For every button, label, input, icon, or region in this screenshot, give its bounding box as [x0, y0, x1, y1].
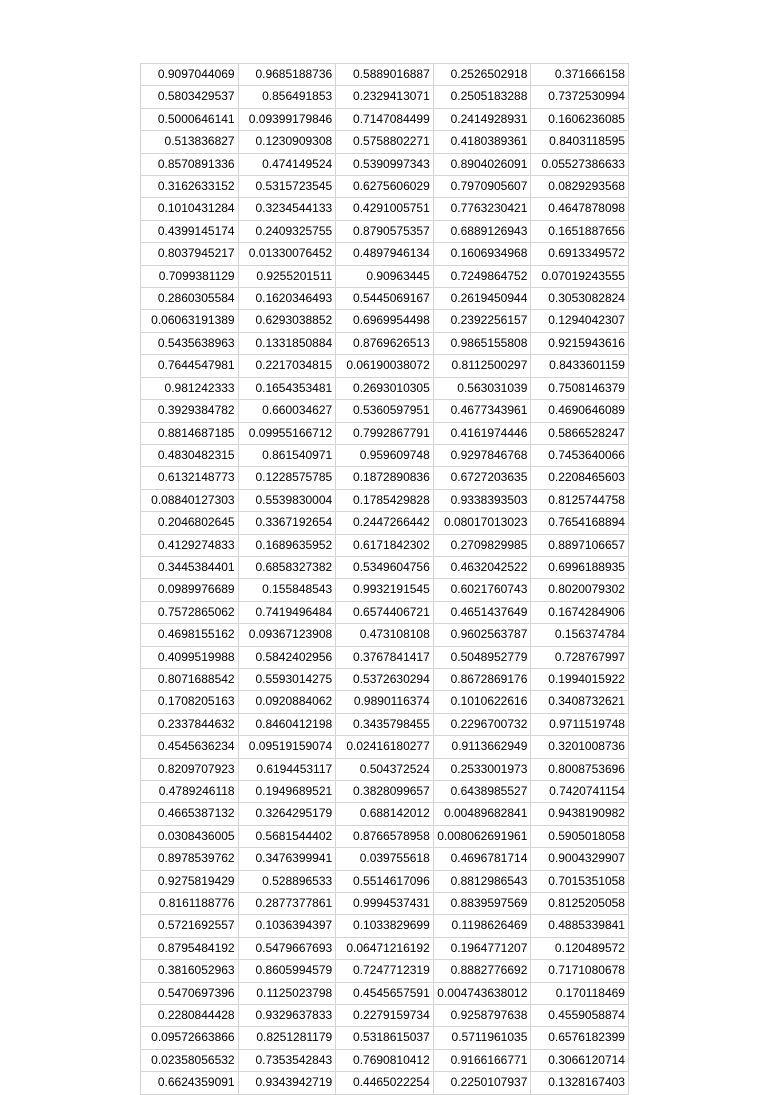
- table-row: [141, 489, 629, 511]
- table-cell[interactable]: 0.513836827: [141, 131, 239, 153]
- table-row: [141, 601, 629, 623]
- table-row: [141, 646, 629, 668]
- table-row: [141, 444, 629, 466]
- table-cell[interactable]: 0.5866528247: [531, 422, 629, 444]
- table-cell[interactable]: 0.1010431284: [141, 198, 239, 220]
- table-row: [141, 803, 629, 825]
- table-row: [141, 332, 629, 354]
- table-cell[interactable]: 0.7171080678: [531, 960, 629, 982]
- table-cell[interactable]: 0.9338393503: [433, 489, 531, 511]
- table-cell[interactable]: 0.5445069167: [336, 288, 434, 310]
- table-row: [141, 265, 629, 287]
- table-cell[interactable]: 0.6969954498: [336, 310, 434, 332]
- table-cell[interactable]: 0.5539830004: [238, 489, 336, 511]
- table-cell[interactable]: 0.7015351058: [531, 870, 629, 892]
- table-cell[interactable]: 0.5349604756: [336, 556, 434, 578]
- table-row: [141, 713, 629, 735]
- table-cell[interactable]: 0.2619450944: [433, 288, 531, 310]
- table-cell[interactable]: 0.8769626513: [336, 332, 434, 354]
- table-row: [141, 288, 629, 310]
- table-cell[interactable]: 0.2250107937: [433, 1072, 531, 1094]
- data-table-body: [141, 64, 629, 1095]
- table-cell[interactable]: 0.9438190982: [531, 803, 629, 825]
- table-row: [141, 422, 629, 444]
- table-cell[interactable]: 0.4830482315: [141, 444, 239, 466]
- table-row: [141, 982, 629, 1004]
- table-cell[interactable]: 0.8882776692: [433, 960, 531, 982]
- table-cell[interactable]: 0.1036394397: [238, 915, 336, 937]
- table-cell[interactable]: 0.371666158: [531, 64, 629, 86]
- table-cell[interactable]: 0.5000646141: [141, 108, 239, 130]
- table-cell[interactable]: 0.5711961035: [433, 1027, 531, 1049]
- table-cell[interactable]: 0.5758802271: [336, 131, 434, 153]
- table-cell[interactable]: 0.1708205163: [141, 691, 239, 713]
- table-cell[interactable]: 0.3053082824: [531, 288, 629, 310]
- data-table: [140, 63, 629, 1095]
- table-cell[interactable]: 0.4698155162: [141, 624, 239, 646]
- table-cell[interactable]: 0.3201008736: [531, 736, 629, 758]
- table-row: [141, 937, 629, 959]
- table-cell[interactable]: 0.2709829985: [433, 534, 531, 556]
- table-cell[interactable]: 0.3264295179: [238, 803, 336, 825]
- table-cell[interactable]: 0.6021760743: [433, 579, 531, 601]
- table-cell[interactable]: 0.1328167403: [531, 1072, 629, 1094]
- table-cell[interactable]: 0.170118469: [531, 982, 629, 1004]
- table-row: [141, 915, 629, 937]
- table-cell[interactable]: 0.3234544133: [238, 198, 336, 220]
- table-cell[interactable]: 0.8814687185: [141, 422, 239, 444]
- table-row: [141, 579, 629, 601]
- table-cell[interactable]: 0.9865155808: [433, 332, 531, 354]
- table-cell[interactable]: 0.06063191389: [141, 310, 239, 332]
- table-cell[interactable]: 0.1228575785: [238, 467, 336, 489]
- table-cell[interactable]: 0.8071688542: [141, 668, 239, 690]
- table-cell[interactable]: 0.5048952779: [433, 646, 531, 668]
- table-cell[interactable]: 0.2392256157: [433, 310, 531, 332]
- table-cell[interactable]: 0.1033829699: [336, 915, 434, 937]
- table-cell[interactable]: 0.2447266442: [336, 512, 434, 534]
- table-cell[interactable]: 0.4885339841: [531, 915, 629, 937]
- table-cell[interactable]: 0.5390997343: [336, 153, 434, 175]
- table-cell[interactable]: 0.6858327382: [238, 556, 336, 578]
- table-cell[interactable]: 0.6194453117: [238, 758, 336, 780]
- table-cell[interactable]: 0.4789246118: [141, 781, 239, 803]
- table-cell[interactable]: 0.504372524: [336, 758, 434, 780]
- table-cell[interactable]: 0.1994015922: [531, 668, 629, 690]
- table-cell[interactable]: 0.1689635952: [238, 534, 336, 556]
- table-cell[interactable]: 0.7970905607: [433, 176, 531, 198]
- table-cell[interactable]: 0.8570891336: [141, 153, 239, 175]
- table-cell[interactable]: 0.8460412198: [238, 713, 336, 735]
- table-cell[interactable]: 0.5435638963: [141, 332, 239, 354]
- table-cell[interactable]: 0.2046802645: [141, 512, 239, 534]
- table-cell[interactable]: 0.8161188776: [141, 893, 239, 915]
- table-cell[interactable]: 0.0308436005: [141, 825, 239, 847]
- table-row: [141, 467, 629, 489]
- table-row: [141, 758, 629, 780]
- table-cell[interactable]: 0.2505183288: [433, 86, 531, 108]
- table-cell[interactable]: 0.6132148773: [141, 467, 239, 489]
- table-cell[interactable]: 0.7690810412: [336, 1049, 434, 1071]
- table-cell[interactable]: 0.4559058874: [531, 1005, 629, 1027]
- table-cell[interactable]: 0.8125744758: [531, 489, 629, 511]
- table-cell[interactable]: 0.5889016887: [336, 64, 434, 86]
- table-cell[interactable]: 0.7249864752: [433, 265, 531, 287]
- table-cell[interactable]: 0.9113662949: [433, 736, 531, 758]
- table-cell[interactable]: 0.5905018058: [531, 825, 629, 847]
- table-cell[interactable]: 0.4399145174: [141, 220, 239, 242]
- table-cell[interactable]: 0.5803429537: [141, 86, 239, 108]
- table-cell[interactable]: 0.5681544402: [238, 825, 336, 847]
- table-row: [141, 624, 629, 646]
- table-cell[interactable]: 0.06471216192: [336, 937, 434, 959]
- table-cell[interactable]: 0.8766578958: [336, 825, 434, 847]
- table-cell[interactable]: 0.2877377861: [238, 893, 336, 915]
- table-cell[interactable]: 0.9329637833: [238, 1005, 336, 1027]
- table-cell[interactable]: 0.09519159074: [238, 736, 336, 758]
- table-cell[interactable]: 0.6275606029: [336, 176, 434, 198]
- table-row: [141, 1049, 629, 1071]
- table-cell[interactable]: 0.6913349572: [531, 243, 629, 265]
- table-cell[interactable]: 0.4180389361: [433, 131, 531, 153]
- table-cell[interactable]: 0.1230909308: [238, 131, 336, 153]
- table-cell[interactable]: 0.9685188736: [238, 64, 336, 86]
- table-cell[interactable]: 0.0920884062: [238, 691, 336, 713]
- table-cell[interactable]: 0.02358056532: [141, 1049, 239, 1071]
- table-cell[interactable]: 0.3929384782: [141, 400, 239, 422]
- table-cell[interactable]: 0.3445384401: [141, 556, 239, 578]
- table-cell[interactable]: 0.1949689521: [238, 781, 336, 803]
- table-cell[interactable]: 0.1294042307: [531, 310, 629, 332]
- table-cell[interactable]: 0.1785429828: [336, 489, 434, 511]
- table-cell[interactable]: 0.7353542843: [238, 1049, 336, 1071]
- table-row: [141, 243, 629, 265]
- table-cell[interactable]: 0.9255201511: [238, 265, 336, 287]
- table-cell[interactable]: 0.9258797638: [433, 1005, 531, 1027]
- table-cell[interactable]: 0.7247712319: [336, 960, 434, 982]
- table-cell[interactable]: 0.2279159734: [336, 1005, 434, 1027]
- table-cell[interactable]: 0.4632042522: [433, 556, 531, 578]
- table-cell[interactable]: 0.09572663866: [141, 1027, 239, 1049]
- table-cell[interactable]: 0.8251281179: [238, 1027, 336, 1049]
- table-cell[interactable]: 0.6889126943: [433, 220, 531, 242]
- table-cell[interactable]: 0.8672869176: [433, 668, 531, 690]
- table-cell[interactable]: 0.6438985527: [433, 781, 531, 803]
- table-cell[interactable]: 0.7992867791: [336, 422, 434, 444]
- table-cell[interactable]: 0.8008753696: [531, 758, 629, 780]
- table-cell[interactable]: 0.3162633152: [141, 176, 239, 198]
- table-cell[interactable]: 0.01330076452: [238, 243, 336, 265]
- table-cell[interactable]: 0.981242333: [141, 377, 239, 399]
- table-cell[interactable]: 0.3435798455: [336, 713, 434, 735]
- table-cell[interactable]: 0.4665387132: [141, 803, 239, 825]
- table-row: [141, 848, 629, 870]
- table-cell[interactable]: 0.4651437649: [433, 601, 531, 623]
- table-cell[interactable]: 0.4545657591: [336, 982, 434, 1004]
- table-cell[interactable]: 0.1674284906: [531, 601, 629, 623]
- table-row: [141, 691, 629, 713]
- table-cell[interactable]: 0.5479667693: [238, 937, 336, 959]
- table-row: [141, 108, 629, 130]
- table-cell[interactable]: 0.1872890836: [336, 467, 434, 489]
- table-cell[interactable]: 0.008062691961: [433, 825, 531, 847]
- table-cell[interactable]: 0.8020079302: [531, 579, 629, 601]
- table-cell[interactable]: 0.09955166712: [238, 422, 336, 444]
- table-cell[interactable]: 0.2526502918: [433, 64, 531, 86]
- table-cell[interactable]: 0.9004329907: [531, 848, 629, 870]
- table-cell[interactable]: 0.8209707923: [141, 758, 239, 780]
- table-cell[interactable]: 0.7372530994: [531, 86, 629, 108]
- table-cell[interactable]: 0.1331850884: [238, 332, 336, 354]
- table-cell[interactable]: 0.5593014275: [238, 668, 336, 690]
- table-cell[interactable]: 0.156374784: [531, 624, 629, 646]
- table-cell[interactable]: 0.7572865062: [141, 601, 239, 623]
- table-cell[interactable]: 0.9166166771: [433, 1049, 531, 1071]
- table-cell[interactable]: 0.6574406721: [336, 601, 434, 623]
- table-cell[interactable]: 0.5721692557: [141, 915, 239, 937]
- table-cell[interactable]: 0.3408732621: [531, 691, 629, 713]
- table-cell[interactable]: 0.9890116374: [336, 691, 434, 713]
- table-cell[interactable]: 0.4897946134: [336, 243, 434, 265]
- table-cell[interactable]: 0.8839597569: [433, 893, 531, 915]
- table-cell[interactable]: 0.8125205058: [531, 893, 629, 915]
- table-cell[interactable]: 0.5514617096: [336, 870, 434, 892]
- table-cell[interactable]: 0.0829293568: [531, 176, 629, 198]
- table-cell[interactable]: 0.5470697396: [141, 982, 239, 1004]
- table-cell[interactable]: 0.4129274833: [141, 534, 239, 556]
- table-cell[interactable]: 0.2693010305: [336, 377, 434, 399]
- table-cell[interactable]: 0.05527386633: [531, 153, 629, 175]
- table-cell[interactable]: 0.1125023798: [238, 982, 336, 1004]
- table-cell[interactable]: 0.4099519988: [141, 646, 239, 668]
- table-cell[interactable]: 0.6996188935: [531, 556, 629, 578]
- table-row: [141, 870, 629, 892]
- table-row: [141, 1027, 629, 1049]
- table-row: [141, 400, 629, 422]
- table-cell[interactable]: 0.0989976689: [141, 579, 239, 601]
- table-cell[interactable]: 0.528896533: [238, 870, 336, 892]
- table-cell[interactable]: 0.4647878098: [531, 198, 629, 220]
- table-cell[interactable]: 0.959609748: [336, 444, 434, 466]
- table-cell[interactable]: 0.6727203635: [433, 467, 531, 489]
- table-cell[interactable]: 0.8795484192: [141, 937, 239, 959]
- table-cell[interactable]: 0.8112500297: [433, 355, 531, 377]
- table-cell[interactable]: 0.9994537431: [336, 893, 434, 915]
- table-cell[interactable]: 0.473108108: [336, 624, 434, 646]
- table-cell[interactable]: 0.563031039: [433, 377, 531, 399]
- table-cell[interactable]: 0.3828099657: [336, 781, 434, 803]
- table-row: [141, 220, 629, 242]
- table-row: [141, 893, 629, 915]
- table-cell[interactable]: 0.8897106657: [531, 534, 629, 556]
- table-row: [141, 355, 629, 377]
- table-cell[interactable]: 0.2337844632: [141, 713, 239, 735]
- table-cell[interactable]: 0.00489682841: [433, 803, 531, 825]
- table-row: [141, 176, 629, 198]
- table-cell[interactable]: 0.4161974446: [433, 422, 531, 444]
- table-cell[interactable]: 0.8037945217: [141, 243, 239, 265]
- table-cell[interactable]: 0.06190038072: [336, 355, 434, 377]
- table-row: [141, 198, 629, 220]
- table-row: [141, 153, 629, 175]
- table-row: [141, 781, 629, 803]
- table-cell[interactable]: 0.9932191545: [336, 579, 434, 601]
- table-cell[interactable]: 0.4545636234: [141, 736, 239, 758]
- table-row: [141, 1072, 629, 1094]
- table-row: [141, 960, 629, 982]
- table-cell[interactable]: 0.3767841417: [336, 646, 434, 668]
- table-row: [141, 668, 629, 690]
- table-cell[interactable]: 0.7453640066: [531, 444, 629, 466]
- table-cell[interactable]: 0.7763230421: [433, 198, 531, 220]
- table-cell[interactable]: 0.3066120714: [531, 1049, 629, 1071]
- table-cell[interactable]: 0.8812986543: [433, 870, 531, 892]
- table-cell[interactable]: 0.7644547981: [141, 355, 239, 377]
- table-cell[interactable]: 0.2296700732: [433, 713, 531, 735]
- table-row: [141, 825, 629, 847]
- table-cell[interactable]: 0.9097044069: [141, 64, 239, 86]
- table-cell[interactable]: 0.4696781714: [433, 848, 531, 870]
- table-cell[interactable]: 0.9602563787: [433, 624, 531, 646]
- table-cell[interactable]: 0.90963445: [336, 265, 434, 287]
- table-cell[interactable]: 0.6624359091: [141, 1072, 239, 1094]
- table-cell[interactable]: 0.1198626469: [433, 915, 531, 937]
- table-cell[interactable]: 0.8904026091: [433, 153, 531, 175]
- table-cell[interactable]: 0.856491853: [238, 86, 336, 108]
- table-cell[interactable]: 0.7099381129: [141, 265, 239, 287]
- table-row: [141, 377, 629, 399]
- table-row: [141, 131, 629, 153]
- table-cell[interactable]: 0.5372630294: [336, 668, 434, 690]
- table-cell[interactable]: 0.2414928931: [433, 108, 531, 130]
- table-cell[interactable]: 0.2409325755: [238, 220, 336, 242]
- table-cell[interactable]: 0.1010622616: [433, 691, 531, 713]
- table-cell[interactable]: 0.7654168894: [531, 512, 629, 534]
- table-cell[interactable]: 0.3476399941: [238, 848, 336, 870]
- table-cell[interactable]: 0.1606934968: [433, 243, 531, 265]
- table-cell[interactable]: 0.660034627: [238, 400, 336, 422]
- table-cell[interactable]: 0.8403118595: [531, 131, 629, 153]
- table-cell[interactable]: 0.1651887656: [531, 220, 629, 242]
- table-cell[interactable]: 0.08017013023: [433, 512, 531, 534]
- table-cell[interactable]: 0.7419496484: [238, 601, 336, 623]
- table-cell[interactable]: 0.9297846768: [433, 444, 531, 466]
- table-row: [141, 556, 629, 578]
- table-row: [141, 512, 629, 534]
- table-cell[interactable]: 0.9343942719: [238, 1072, 336, 1094]
- table-cell[interactable]: 0.2280844428: [141, 1005, 239, 1027]
- table-cell[interactable]: 0.1654353481: [238, 377, 336, 399]
- table-cell[interactable]: 0.474149524: [238, 153, 336, 175]
- table-cell[interactable]: 0.7147084499: [336, 108, 434, 130]
- table-cell[interactable]: 0.5318615037: [336, 1027, 434, 1049]
- table-cell[interactable]: 0.5315723545: [238, 176, 336, 198]
- table-cell[interactable]: 0.07019243555: [531, 265, 629, 287]
- table-cell[interactable]: 0.7508146379: [531, 377, 629, 399]
- table-cell[interactable]: 0.4291005751: [336, 198, 434, 220]
- table-cell[interactable]: 0.004743638012: [433, 982, 531, 1004]
- table-cell[interactable]: 0.09399179846: [238, 108, 336, 130]
- table-cell[interactable]: 0.4677343961: [433, 400, 531, 422]
- table-cell[interactable]: 0.3367192654: [238, 512, 336, 534]
- table-cell[interactable]: 0.6576182399: [531, 1027, 629, 1049]
- table-cell[interactable]: 0.2217034815: [238, 355, 336, 377]
- table-cell[interactable]: 0.155848543: [238, 579, 336, 601]
- table-cell[interactable]: 0.039755618: [336, 848, 434, 870]
- table-cell[interactable]: 0.1606236085: [531, 108, 629, 130]
- table-cell[interactable]: 0.5842402956: [238, 646, 336, 668]
- table-cell[interactable]: 0.2329413071: [336, 86, 434, 108]
- table-cell[interactable]: 0.08840127303: [141, 489, 239, 511]
- table-cell[interactable]: 0.120489572: [531, 937, 629, 959]
- table-cell[interactable]: 0.09367123908: [238, 624, 336, 646]
- table-row: [141, 64, 629, 86]
- table-cell[interactable]: 0.861540971: [238, 444, 336, 466]
- table-cell[interactable]: 0.6171842302: [336, 534, 434, 556]
- table-cell[interactable]: 0.02416180277: [336, 736, 434, 758]
- table-cell[interactable]: 0.1964771207: [433, 937, 531, 959]
- table-cell[interactable]: 0.8605994579: [238, 960, 336, 982]
- table-cell[interactable]: 0.8433601159: [531, 355, 629, 377]
- table-row: [141, 534, 629, 556]
- table-row: [141, 736, 629, 758]
- table-row: [141, 310, 629, 332]
- table-cell[interactable]: 0.1620346493: [238, 288, 336, 310]
- table-cell[interactable]: 0.5360597951: [336, 400, 434, 422]
- table-cell[interactable]: 0.4690646089: [531, 400, 629, 422]
- table-cell[interactable]: 0.2860305584: [141, 288, 239, 310]
- table-row: [141, 86, 629, 108]
- table-cell[interactable]: 0.2533001973: [433, 758, 531, 780]
- table-cell[interactable]: 0.8790575357: [336, 220, 434, 242]
- table-cell[interactable]: 0.688142012: [336, 803, 434, 825]
- table-cell[interactable]: 0.9215943616: [531, 332, 629, 354]
- table-cell[interactable]: 0.2208465603: [531, 467, 629, 489]
- table-cell[interactable]: 0.7420741154: [531, 781, 629, 803]
- table-cell[interactable]: 0.4465022254: [336, 1072, 434, 1094]
- table-cell[interactable]: 0.9711519748: [531, 713, 629, 735]
- table-cell[interactable]: 0.8978539762: [141, 848, 239, 870]
- table-cell[interactable]: 0.9275819429: [141, 870, 239, 892]
- table-cell[interactable]: 0.728767997: [531, 646, 629, 668]
- table-cell[interactable]: 0.3816052963: [141, 960, 239, 982]
- table-cell[interactable]: 0.6293038852: [238, 310, 336, 332]
